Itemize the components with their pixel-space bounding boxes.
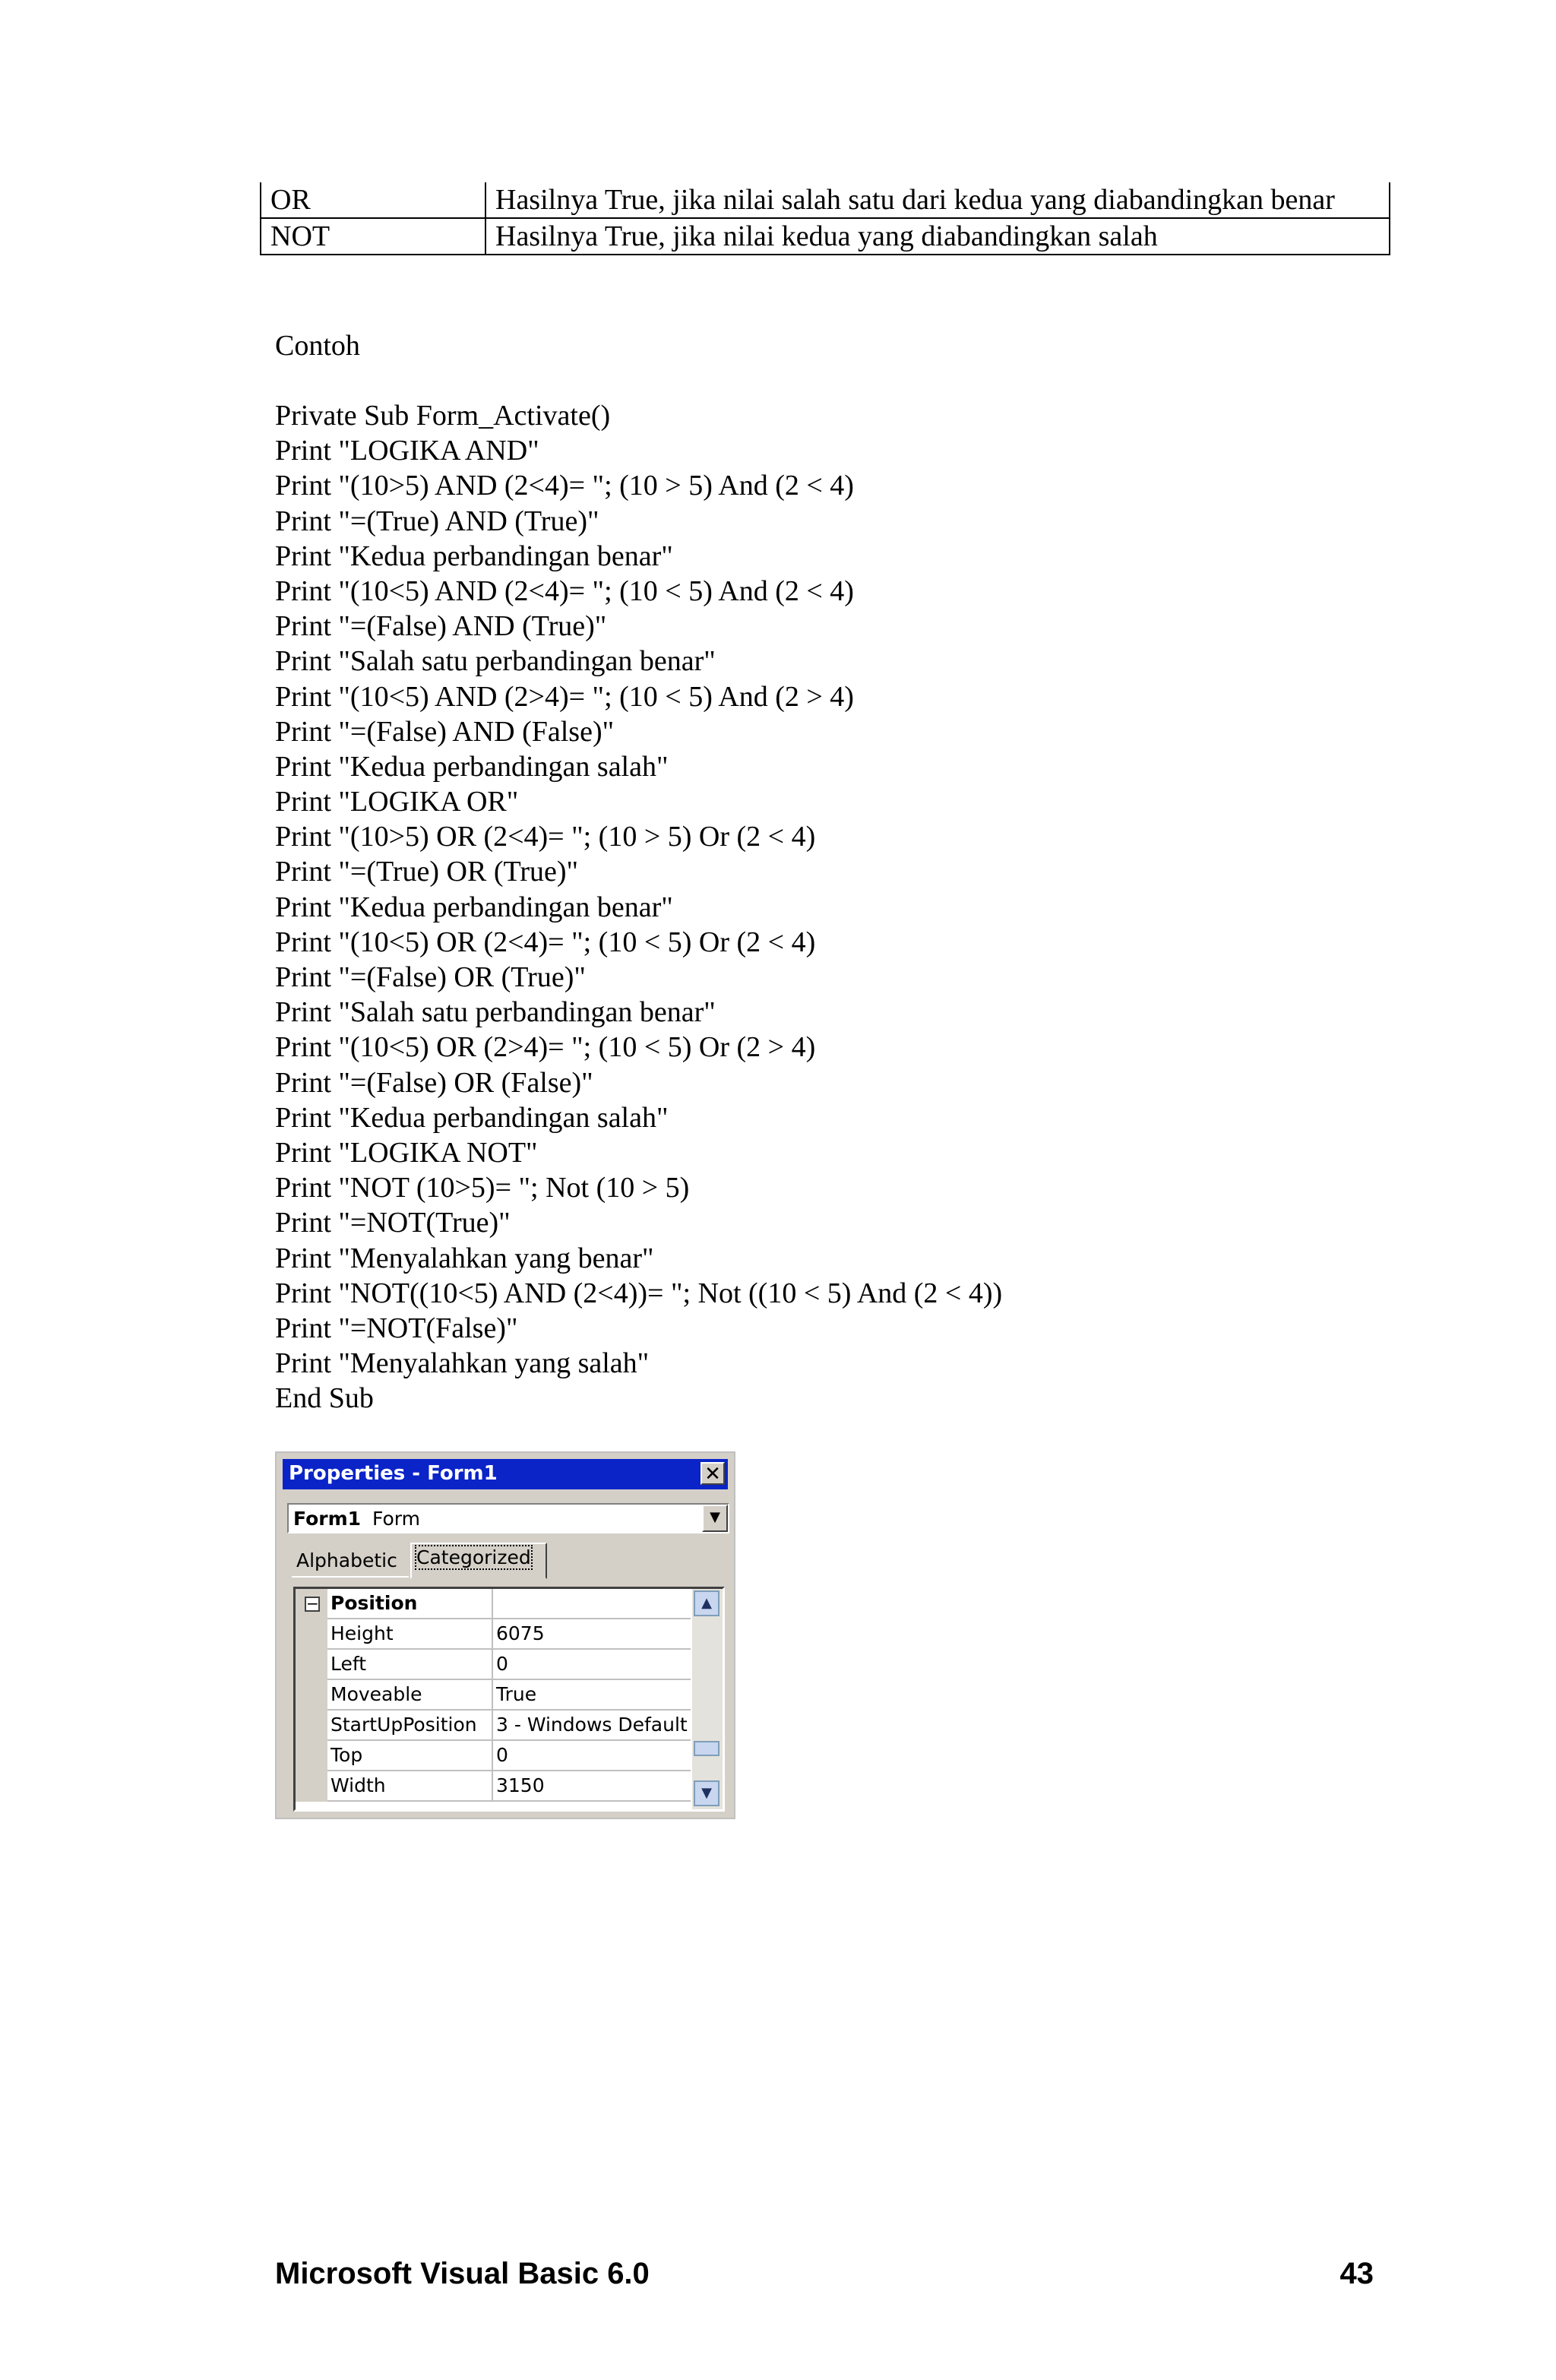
property-name: StartUpPosition (327, 1711, 493, 1741)
property-value[interactable]: 0 (493, 1741, 691, 1771)
property-grid (293, 1587, 725, 1812)
code-line: Print "=(False) OR (True)" (275, 961, 586, 993)
object-selector[interactable] (287, 1503, 729, 1533)
code-line: Print "=NOT(True)" (275, 1207, 511, 1239)
operator-table (260, 182, 1390, 255)
table-row (261, 182, 1390, 218)
code-line: Print "=(False) AND (False)" (275, 715, 615, 748)
collapse-icon[interactable]: − (306, 1594, 319, 1613)
code-line: Private Sub Form_Activate() (275, 400, 611, 432)
code-line: Print "=(True) AND (True)" (275, 505, 599, 537)
property-value[interactable]: 3 - Windows Default (493, 1711, 691, 1741)
code-line: Print "=(True) OR (True)" (275, 856, 579, 888)
property-row[interactable] (296, 1771, 691, 1802)
code-line: Print "(10<5) OR (2>4)= "; (10 < 5) Or (2 > 4) (275, 1031, 816, 1064)
code-line: Print "(10>5) OR (2<4)= "; (10 > 5) Or (2 < 4) (275, 821, 816, 853)
property-row[interactable] (296, 1711, 691, 1741)
code-line: Print "(10>5) AND (2<4)= "; (10 > 5) And (2 < 4) (275, 470, 854, 502)
property-row[interactable] (296, 1619, 691, 1650)
code-listing (275, 398, 1002, 1416)
property-name: Height (327, 1619, 493, 1650)
code-line: Print "(10<5) AND (2>4)= "; (10 < 5) And (2 > 4) (275, 680, 854, 713)
scroll-up-icon[interactable]: ▲ (694, 1590, 719, 1616)
category-label: Position (327, 1589, 493, 1619)
code-line: Print "Kedua perbandingan benar" (275, 540, 673, 572)
code-line: Print "LOGIKA OR" (275, 786, 519, 818)
property-value[interactable]: True (493, 1680, 691, 1711)
code-line: Print "Menyalahkan yang salah" (275, 1347, 650, 1380)
footer-title: Microsoft Visual Basic 6.0 (275, 2257, 650, 2290)
object-name: Form1 (293, 1508, 362, 1530)
code-line: Print "Kedua perbandingan benar" (275, 891, 673, 923)
object-type: Form (372, 1508, 420, 1530)
property-name: Top (327, 1741, 493, 1771)
scroll-thumb[interactable] (694, 1741, 719, 1756)
code-line: Print "=NOT(False)" (275, 1312, 518, 1344)
property-row[interactable] (296, 1650, 691, 1680)
page-number: 43 (1339, 2257, 1374, 2290)
close-icon[interactable]: ✕ (701, 1462, 725, 1485)
scroll-down-icon[interactable]: ▼ (694, 1780, 719, 1806)
property-value[interactable]: 0 (493, 1650, 691, 1680)
operator-cell: OR (261, 182, 485, 218)
property-name: Width (327, 1771, 493, 1802)
code-line: Print "=(False) OR (False)" (275, 1066, 593, 1099)
property-name: Moveable (327, 1680, 493, 1711)
code-line: Print "=(False) AND (True)" (275, 610, 607, 643)
operator-cell: NOT (261, 218, 485, 255)
code-line: Print "NOT (10>5)= "; Not (10 > 5) (275, 1172, 690, 1204)
description-cell: Hasilnya True, jika nilai salah satu dari kedua yang diabandingkan benar (485, 182, 1390, 218)
tab-categorized[interactable] (410, 1543, 547, 1579)
title-bar[interactable] (283, 1459, 728, 1489)
code-line: Print "LOGIKA NOT" (275, 1136, 538, 1169)
code-line: Print "NOT((10<5) AND (2<4))= "; Not ((10 < 5) And (2 < 4)) (275, 1277, 1003, 1309)
code-line: Print "Salah satu perbandingan benar" (275, 645, 716, 678)
example-heading: Contoh (275, 330, 360, 362)
tab-alphabetic[interactable]: Alphabetic (292, 1547, 409, 1578)
window-title: Properties - Form1 (289, 1462, 498, 1485)
code-line: Print "Salah satu perbandingan benar" (275, 996, 716, 1029)
vertical-scrollbar[interactable] (692, 1589, 723, 1809)
property-value[interactable]: 6075 (493, 1619, 691, 1650)
code-line: End Sub (275, 1382, 374, 1415)
code-line: Print "Menyalahkan yang benar" (275, 1242, 654, 1274)
property-value[interactable]: 3150 (493, 1771, 691, 1802)
table-row (261, 218, 1390, 255)
code-line: Print "Kedua perbandingan salah" (275, 750, 669, 783)
category-row[interactable] (296, 1589, 691, 1619)
code-line: Print "LOGIKA AND" (275, 435, 539, 467)
code-line: Print "(10<5) OR (2<4)= "; (10 < 5) Or (2 < 4) (275, 926, 816, 958)
chevron-down-icon[interactable]: ▼ (702, 1505, 728, 1532)
code-line: Print "(10<5) AND (2<4)= "; (10 < 5) And (2 < 4) (275, 574, 854, 607)
tab-categorized-label: Categorized (416, 1546, 531, 1568)
description-cell: Hasilnya True, jika nilai kedua yang diabandingkan salah (485, 218, 1390, 255)
code-line: Print "Kedua perbandingan salah" (275, 1101, 669, 1134)
properties-window (275, 1451, 735, 1819)
property-row[interactable] (296, 1680, 691, 1711)
property-row[interactable] (296, 1741, 691, 1771)
property-name: Left (327, 1650, 493, 1680)
